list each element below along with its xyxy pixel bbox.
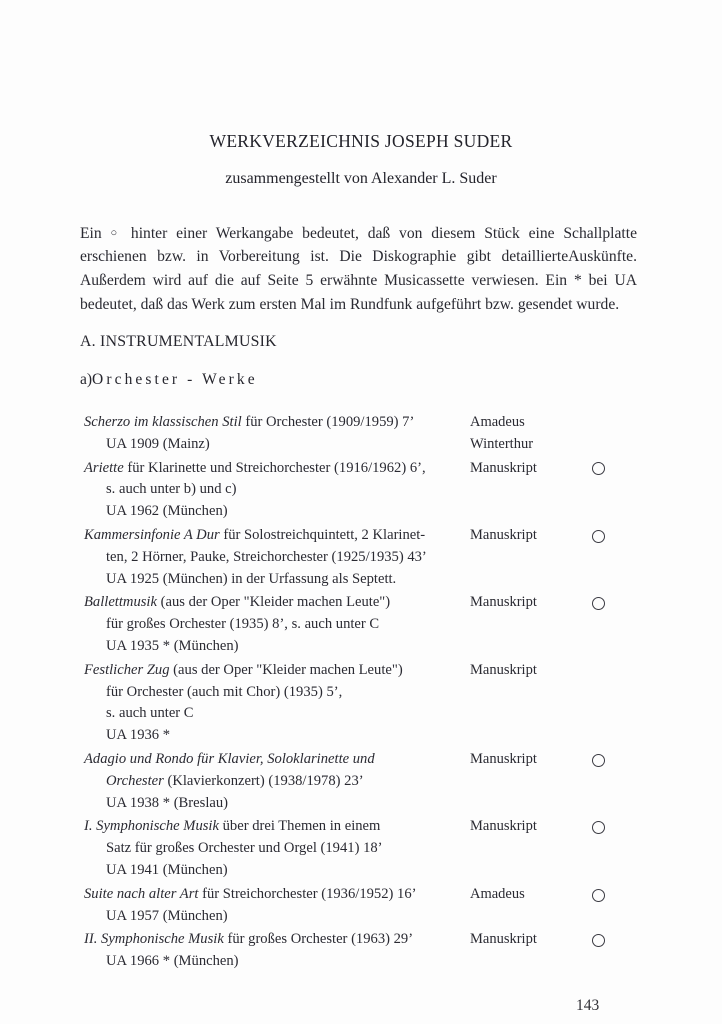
work-title-line (84, 749, 464, 771)
work-line-text: Satz für großes Orchester und Orgel (1941) 18’ (106, 840, 383, 857)
work-description (84, 412, 464, 456)
work-line-text: UA 1925 (München) in der Urfassung als Septett. (106, 570, 397, 587)
work-line-text: für großes Orchester (1935) 8’, s. auch unter C (106, 616, 380, 633)
work-title-line (84, 816, 464, 838)
section-heading-a: A. INSTRUMENTALMUSIK (80, 333, 277, 350)
publisher-line: Manuskript (470, 931, 537, 948)
publisher-line: Winterthur (470, 435, 534, 452)
section-b-prefix: a) (80, 371, 93, 388)
publisher-cell (470, 592, 590, 614)
work-detail-line (84, 725, 464, 747)
work-title-italic: Orchester (106, 772, 164, 789)
discography-marker-cell (592, 749, 614, 771)
work-line-text: für Orchester (auch mit Chor) (1935) 5’, (106, 683, 343, 700)
work-title-line (84, 525, 464, 547)
record-ring-icon (592, 597, 605, 610)
discography-marker-cell (592, 525, 614, 547)
discography-marker-cell (592, 458, 614, 480)
publisher-line: Manuskript (470, 594, 537, 611)
work-description (84, 525, 464, 590)
intro-text-part3: bei UA bedeutet, daß das Werk zum ersten Mal im Rundfunk aufgeführt bzw. gesendet wurde. (80, 272, 637, 313)
work-line-text: ten, 2 Hörner, Pauke, Streichorchester (1925/1935) 43’ (106, 548, 427, 565)
work-detail-line (84, 838, 464, 860)
work-line-text: s. auch unter C (106, 705, 194, 722)
section-b-label: Orchester - Werke (92, 371, 258, 388)
publisher-cell (470, 660, 590, 682)
discography-marker-cell (592, 592, 614, 614)
work-detail-line (84, 479, 464, 501)
publisher-cell (470, 929, 590, 951)
publisher-cell (470, 749, 590, 771)
page-subtitle: zusammengestellt von Alexander L. Suder (225, 170, 497, 187)
publisher-line: Manuskript (470, 527, 537, 543)
work-detail-line (84, 951, 464, 973)
intro-text-part2: hinter einer Werkangabe bedeutet, daß von diesem Stück eine Schallplatte erschienen bzw. in Vorbereitung ist. Die Diskographie gibt detaillierteAuskünfte. Außerdem wird auf die auf Seite 5 erwähnte Musicassette verwiesen. Ein (80, 224, 637, 289)
work-line-text: UA 1966 * (München) (106, 953, 239, 970)
work-description (84, 458, 464, 523)
work-line-text: UA 1909 (Mainz) (106, 435, 210, 452)
publisher-cell (470, 525, 590, 547)
broadcast-star-icon: * (573, 272, 582, 289)
page-title: WERKVERZEICHNIS JOSEPH SUDER (209, 131, 513, 151)
work-title-italic: Scherzo im klassischen Stil (84, 414, 242, 430)
work-title-line (84, 412, 464, 434)
record-ring-icon (592, 462, 605, 475)
publisher-cell (470, 412, 590, 456)
record-ring-icon (592, 821, 605, 834)
work-line-text: (aus der Oper "Kleider machen Leute") (169, 661, 403, 678)
work-title-line (84, 592, 464, 614)
section-heading-orchestral (80, 371, 258, 389)
work-title-line (84, 884, 464, 906)
work-line-text: (aus der Oper "Kleider machen Leute") (156, 594, 391, 611)
publisher-cell (470, 458, 590, 480)
publisher-line: Manuskript (470, 661, 537, 678)
work-title-italic: Kammersinfonie A Dur (84, 527, 220, 543)
work-line-text: über drei Themen in einem (218, 818, 381, 835)
record-ring-icon: ○ (110, 226, 123, 239)
publisher-line: Amadeus (470, 414, 525, 430)
work-detail-line (84, 703, 464, 725)
discography-marker-cell (592, 660, 614, 682)
work-line-text: für Klarinette und Streichorchester (1916/1962) 6’, (123, 459, 426, 476)
work-detail-line (84, 906, 464, 928)
discography-marker-cell (592, 816, 614, 838)
work-line-text: für Orchester (1909/1959) 7’ (241, 414, 415, 430)
work-title-line (84, 660, 464, 682)
work-line-text: UA 1941 (München) (106, 861, 228, 878)
work-description (84, 592, 464, 657)
work-title-italic: Festlicher Zug (84, 661, 170, 678)
record-ring-icon (592, 934, 605, 947)
work-line-text: UA 1957 (München) (106, 907, 228, 924)
work-detail-line (84, 501, 464, 523)
work-line-text: s. auch unter b) und c) (106, 481, 237, 498)
work-detail-line (84, 771, 464, 793)
discography-marker-cell (592, 929, 614, 951)
work-title-line (84, 458, 464, 480)
work-line-text: UA 1936 * (106, 727, 171, 744)
record-ring-icon (592, 530, 605, 543)
work-detail-line (84, 636, 464, 658)
work-detail-line (84, 614, 464, 636)
record-ring-icon (592, 754, 605, 767)
work-title-italic: Ballettmusik (84, 594, 157, 611)
work-description (84, 816, 464, 881)
work-detail-line (84, 547, 464, 569)
work-detail-line (84, 682, 464, 704)
publisher-line: Manuskript (470, 459, 537, 476)
publisher-line: Amadeus (470, 885, 525, 902)
work-title-line (84, 929, 464, 951)
work-description (84, 749, 464, 814)
work-line-text: für Streichorchester (1936/1952) 16’ (198, 885, 417, 902)
publisher-cell (470, 816, 590, 838)
work-detail-line (84, 793, 464, 815)
page-number: 143 (576, 997, 600, 1014)
work-description (84, 660, 464, 747)
publisher-line: Manuskript (470, 818, 537, 835)
work-line-text: (Klavierkonzert) (1938/1978) 23’ (163, 772, 364, 789)
work-line-text: UA 1962 (München) (106, 503, 228, 520)
work-title-italic: Ariette (84, 459, 124, 476)
publisher-cell (470, 884, 590, 906)
work-line-text: für großes Orchester (1963) 29’ (223, 931, 414, 948)
work-line-text: UA 1935 * (München) (106, 637, 239, 654)
work-title-italic: Adagio und Rondo für Klavier, Soloklarinette und (84, 751, 375, 767)
work-line-text: UA 1938 * (Breslau) (106, 794, 229, 811)
discography-marker-cell (592, 884, 614, 906)
work-description (84, 884, 464, 928)
work-detail-line (84, 569, 464, 591)
intro-text-part1: Ein (80, 224, 102, 242)
intro-paragraph (80, 222, 637, 317)
work-line-text: für Solostreichquintett, 2 Klarinet- (219, 527, 426, 543)
work-title-italic: II. Symphonische Musik (84, 931, 224, 948)
discography-marker-cell (592, 412, 614, 434)
work-title-italic: Suite nach alter Art (84, 885, 199, 902)
work-description (84, 929, 464, 973)
work-detail-line (84, 434, 464, 456)
record-ring-icon (592, 889, 605, 902)
work-title-italic: I. Symphonische Musik (84, 818, 219, 835)
publisher-line: Manuskript (470, 751, 537, 767)
work-detail-line (84, 860, 464, 882)
